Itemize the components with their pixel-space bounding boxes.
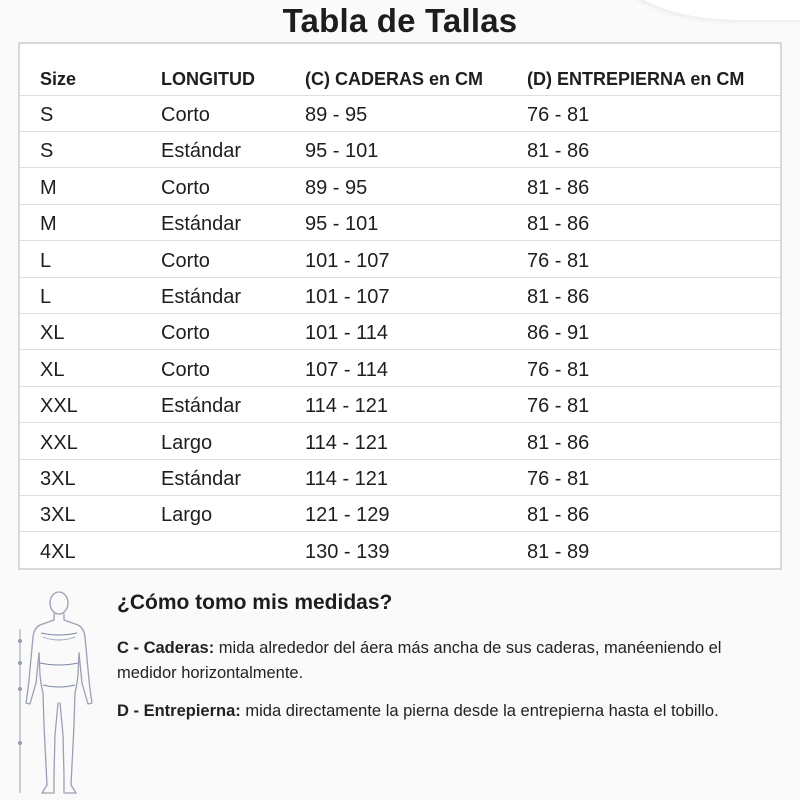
table-row [20,460,780,496]
cell-size: 4XL [40,540,76,563]
table-row [20,242,780,278]
table-header-row [20,60,780,96]
cell-longitud: Estándar [161,286,242,308]
cell-longitud: Corto [161,104,210,126]
table-row [20,96,780,132]
cell-caderas: 101 - 114 [305,322,389,345]
cell-entrepierna: 81 - 86 [527,431,590,454]
cell-caderas: 114 - 121 [305,431,389,454]
cell-size: S [40,104,54,126]
table-row [20,496,780,532]
cell-longitud: Largo [161,504,213,527]
cell-size: XL [40,358,65,381]
caderas-instruction [117,636,767,686]
cell-entrepierna: 81 - 86 [527,176,590,199]
caderas-label: C - Caderas: [117,639,215,657]
cell-entrepierna: 81 - 86 [527,140,590,163]
cell-entrepierna: 76 - 81 [527,249,590,272]
table-row [20,169,780,205]
table-row [20,314,780,350]
cell-longitud: Estándar [161,213,242,236]
cell-caderas: 101 - 107 [305,286,390,308]
cell-size: 3XL [40,468,76,490]
cell-size: M [40,213,57,236]
cell-size: L [40,286,52,308]
cell-longitud: Estándar [161,140,242,163]
cell-caderas: 107 - 114 [305,358,389,381]
cell-size: S [40,140,54,163]
cell-entrepierna: 86 - 91 [527,322,590,345]
cell-entrepierna: 76 - 81 [527,358,590,381]
table-row [20,351,780,387]
cell-size: L [40,249,52,272]
cell-entrepierna: 81 - 86 [527,504,590,527]
cell-longitud: Estándar [161,468,242,490]
cell-caderas: 114 - 121 [305,468,389,490]
cell-longitud: Largo [161,431,213,454]
cell-entrepierna: 76 - 81 [527,468,590,490]
cell-size: XL [40,322,65,345]
cell-longitud: Estándar [161,395,242,418]
entrepierna-text: mida directamente la pierna desde la entrepierna hasta el tobillo. [245,702,719,720]
cell-caderas: 95 - 101 [305,140,379,163]
table-row [20,533,780,569]
page-title: Tabla de Tallas [282,2,518,39]
cell-caderas: 89 - 95 [305,176,368,199]
cell-caderas: 130 - 139 [305,540,390,563]
table-row [20,387,780,423]
entrepierna-instruction [117,699,767,724]
cell-entrepierna: 76 - 81 [527,395,590,418]
cell-caderas: 101 - 107 [305,249,390,272]
cell-caderas: 121 - 129 [305,504,390,527]
measure-heading: ¿Cómo tomo mis medidas? [117,591,393,614]
size-table [18,42,782,570]
cell-entrepierna: 81 - 86 [527,286,590,308]
table-row [20,278,780,314]
cell-longitud: Corto [161,249,210,272]
cell-entrepierna: 76 - 81 [527,104,590,126]
cell-size: M [40,176,57,199]
body-outline-icon [14,585,104,800]
table-row [20,205,780,241]
header-caderas: (C) CADERAS en CM [305,69,483,89]
cell-entrepierna: 81 - 86 [527,213,590,236]
cell-size: XXL [40,395,78,418]
header-size: Size [40,69,77,89]
table-row [20,424,780,460]
cell-longitud: Corto [161,322,210,345]
header-entrepierna: (D) ENTREPIERNA en CM [527,69,745,89]
entrepierna-label: D - Entrepierna: [117,702,241,720]
cell-longitud: Corto [161,176,210,199]
cell-caderas: 95 - 101 [305,213,379,236]
table-row [20,132,780,168]
header-longitud: LONGITUD [161,69,255,89]
cell-caderas: 114 - 121 [305,395,389,418]
caderas-text: mida alrededor del áera más ancha de sus caderas, manéeniendo el medidor horizontalmente. [117,639,722,682]
cell-size: XXL [40,431,78,454]
cell-size: 3XL [40,504,76,527]
cell-longitud: Corto [161,358,210,381]
cell-entrepierna: 81 - 89 [527,540,590,563]
cell-caderas: 89 - 95 [305,104,368,126]
